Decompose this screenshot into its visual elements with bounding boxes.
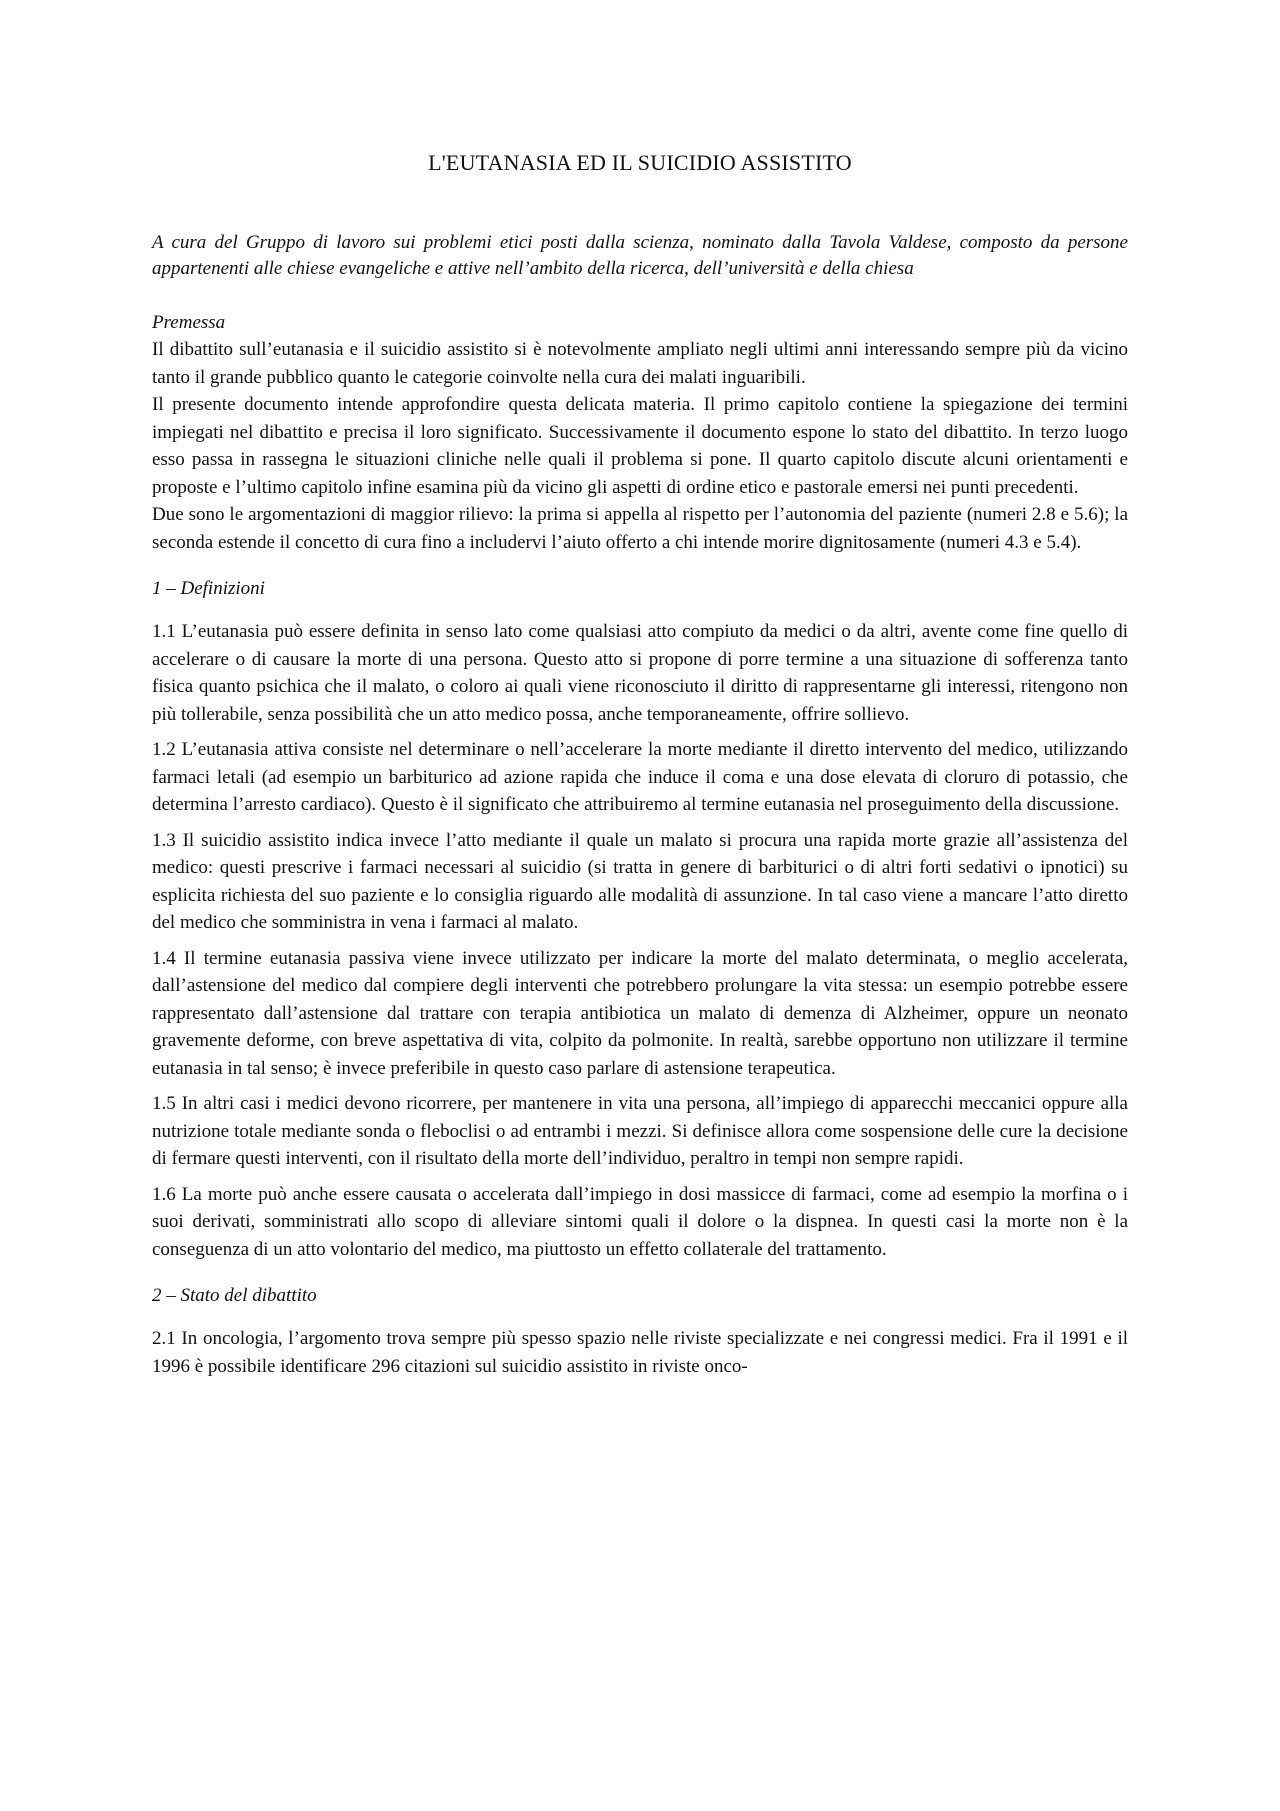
definition-paragraph: 1.3 Il suicidio assistito indica invece l’atto mediante il quale un malato si procura una rapida morte grazie all’assistenza del medico: questi prescrive i farmaci necessari al suicidio (si tratta in genere di barbiturici o di altri forti sedativi o ipnotici) su esplicita richiesta del suo paziente e lo consiglia riguardo alle modalità di assunzione. In tal caso viene a mancare l’atto diretto del medico che somministra in vena i farmaci al malato. <box>152 829 1128 933</box>
section-heading-definizioni: 1 – Definizioni <box>152 578 265 599</box>
debate-paragraph: 2.1 In oncologia, l’argomento trova sempre più spesso spazio nelle riviste specializzate e nei congressi medici. Fra il 1991 e il 1996 è possibile identificare 296 citazioni sul suicidio assistito in riviste onco- <box>152 1328 1128 1377</box>
definition-paragraph: 1.6 La morte può anche essere causata o accelerata dall’impiego in dosi massicce di farmaci, come ad esempio la morfina o i suoi derivati, somministrati allo scopo di alleviare sintomi quali il dolore o la dispnea. In questi casi la morte non è la conseguenza di un atto volontario del medico, ma piuttosto un effetto collaterale del trattamento. <box>152 1183 1128 1260</box>
premessa-paragraph: Il presente documento intende approfondire questa delicata materia. Il primo capitolo contiene la spiegazione dei termini impiegati nel dibattito e precisa il loro significato. Successivamente il documento espone lo stato del dibattito. In terzo luogo esso passa in rassegna le situazioni cliniche nelle quali il problema si pone. Il quarto capitolo discute alcuni orientamenti e proposte e l’ultimo capitolo infine esamina più da vicino gli aspetti di ordine etico e pastorale emersi nei punti precedenti. <box>152 394 1128 498</box>
definition-paragraph: 1.1 L’eutanasia può essere definita in senso lato come qualsiasi atto compiuto da medici o da altri, avente come fine quello di accelerare o di causare la morte di una persona. Questo atto si propone di porre termine a una situazione di sofferenza tanto fisica quanto psichica che il malato, o coloro ai quali viene riconosciuto il diritto di rappresentarne gli interessi, ritengono non più tollerabile, senza possibilità che un atto medico possa, anche temporaneamente, offrire sollievo. <box>152 621 1128 725</box>
document-byline: A cura del Gruppo di lavoro sui problemi etici posti dalla scienza, nominato dalla Tavola Valdese, composto da persone appartenenti alle chiese evangeliche e attive nell’ambito della ricerca, dell’università e della chiesa <box>152 232 1128 279</box>
premessa-paragraph: Il dibattito sull’eutanasia e il suicidio assistito si è notevolmente ampliato negli ultimi anni interessando sempre più da vicino tanto il grande pubblico quanto le categorie coinvolte nella cura dei malati inguaribili. <box>152 339 1128 388</box>
premessa-heading: Premessa <box>152 312 226 333</box>
definition-paragraph: 1.2 L’eutanasia attiva consiste nel determinare o nell’accelerare la morte mediante il diretto intervento del medico, utilizzando farmaci letali (ad esempio un barbiturico ad azione rapida che induce il coma e una dose elevata di cloruro di potassio, che determina l’arresto cardiaco). Questo è il significato che attribuiremo al termine eutanasia nel proseguimento della discussione. <box>152 739 1128 815</box>
document-title: L'EUTANASIA ED IL SUICIDIO ASSISTITO <box>428 150 852 175</box>
premessa-paragraph: Due sono le argomentazioni di maggior rilievo: la prima si appella al rispetto per l’autonomia del paziente (numeri 2.8 e 5.6); la seconda estende il concetto di cura fino a includervi l’aiuto offerto a chi intende morire dignitosamente (numeri 4.3 e 5.4). <box>152 504 1128 553</box>
definition-paragraph: 1.5 In altri casi i medici devono ricorrere, per mantenere in vita una persona, all’impiego di apparecchi meccanici oppure alla nutrizione totale mediante sonda o fleboclisi o ad entrambi i mezzi. Si definisce allora come sospensione delle cure la decisione di fermare questi interventi, con il risultato della morte dell’individuo, peraltro in tempi non sempre rapidi. <box>152 1093 1128 1169</box>
section-heading-stato-del-dibattito: 2 – Stato del dibattito <box>152 1285 317 1306</box>
document-page <box>152 150 1128 1380</box>
definition-paragraph: 1.4 Il termine eutanasia passiva viene invece utilizzato per indicare la morte del malato determinata, o meglio accelerata, dall’astensione del medico dal compiere degli interventi che potrebbero prolungare la vita stessa: un esempio potrebbe essere rappresentato dall’astensione dal trattare con terapia antibiotica un malato di demenza di Alzheimer, oppure un neonato gravemente deforme, con breve aspettativa di vita, colpito da polmonite. In realtà, sarebbe opportuno non utilizzare il termine eutanasia in tal senso; è invece preferibile in questo caso parlare di astensione terapeutica. <box>152 947 1128 1079</box>
